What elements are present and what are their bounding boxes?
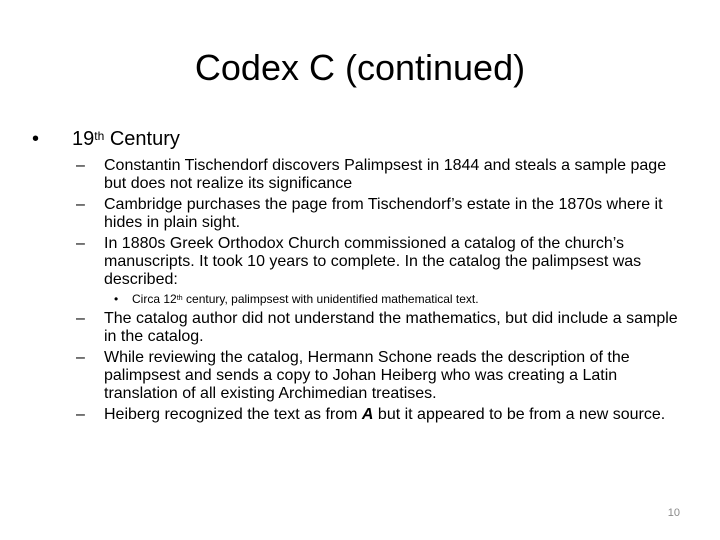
list-item-text: Constantin Tischendorf discovers Palimpsest in 1844 and steals a sample page but does not realize its significance [104, 157, 667, 192]
level3-text-end: century, palimpsest with unidentified mathematical text. [182, 292, 479, 306]
level1-text-start: 19 [72, 128, 95, 150]
list-item-text-start: Heiberg recognized the text as from [104, 406, 362, 423]
level3-superscript: th [176, 293, 183, 303]
list-item [76, 349, 686, 403]
list-item-text: While reviewing the catalog, Hermann Schone reads the description of the palimpsest and sends a copy to Johan Heiberg who was creating a Latin translation of all existing Archimedian treatises. [104, 349, 630, 402]
dash-marker: – [76, 349, 85, 366]
level3-text-start: Circa 12 [132, 292, 177, 306]
level3-bullet-item [114, 292, 686, 306]
list-item-text: In 1880s Greek Orthodox Church commissioned a catalog of the church’s manuscripts. It took 10 years to complete. In the catalog the palimpsest was described: [104, 235, 642, 288]
list-item [76, 196, 686, 232]
list-item-text-end: but it appeared to be from a new source. [373, 406, 666, 423]
page-number: 10 [667, 507, 680, 519]
dash-marker: – [76, 310, 85, 327]
list-item [76, 157, 686, 193]
dash-marker: – [76, 406, 85, 423]
slide-title: Codex C (continued) [194, 47, 526, 88]
list-item-text: Cambridge purchases the page from Tischendorf’s estate in the 1870s where it hides in plain sight. [104, 196, 663, 231]
level1-text-end: Century [104, 128, 180, 150]
emphasized-letter: A [361, 406, 374, 423]
bullet-marker: • [114, 292, 119, 306]
dash-marker: – [76, 196, 85, 213]
level1-text [72, 126, 180, 152]
dash-marker: – [76, 235, 85, 252]
level1-bullet-item [32, 126, 692, 152]
dash-marker: – [76, 157, 85, 174]
list-item [76, 406, 686, 424]
bullet-marker: • [32, 128, 40, 150]
level1-superscript: th [94, 129, 105, 144]
level3-text [132, 292, 479, 306]
list-item [76, 235, 686, 289]
list-item-text [104, 406, 686, 424]
sub-bullet-list [76, 157, 686, 427]
list-item [76, 310, 686, 346]
list-item-text: The catalog author did not understand the mathematics, but did include a sample in the catalog. [104, 310, 678, 345]
